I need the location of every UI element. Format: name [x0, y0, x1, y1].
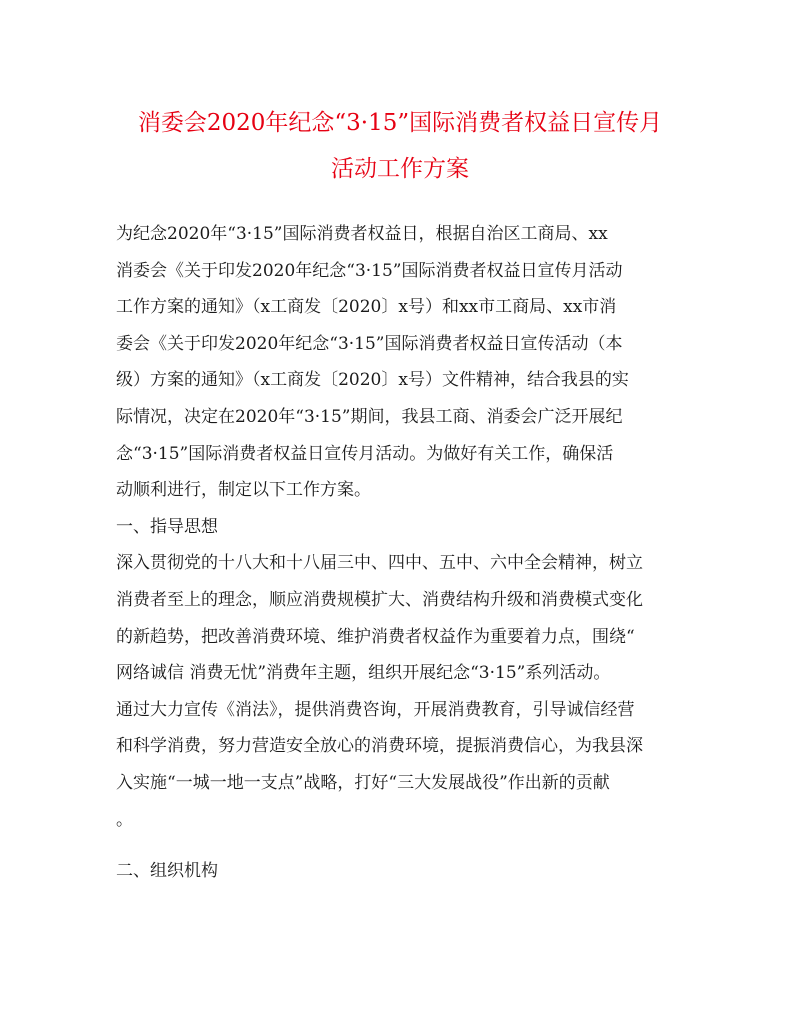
title-line: 消委会2020年纪念“3·15”国际消费者权益日宣传月: [137, 110, 663, 136]
text-line: 通过大力宣传《消法》，提供消费咨询，开展消费教育，引导诚信经营: [116, 699, 635, 720]
text-line: 念“3·15”国际消费者权益日宣传月活动。为做好有关工作，确保活: [116, 443, 614, 464]
text-line: 消费者至上的理念，顺应消费规模扩大、消费结构升级和消费模式变化: [116, 589, 643, 610]
text-line: 动顺利进行，制定以下工作方案。: [116, 480, 371, 501]
text-line: 委会《关于印发2020年纪念“3·15”国际消费者权益日宣传活动（本: [116, 333, 623, 354]
text-line: 际情况，决定在2020年“3·15”期间，我县工商、消委会广泛开展纪: [116, 406, 623, 427]
section-heading-organization: 二、组织机构: [116, 861, 218, 882]
paragraph-gap: [116, 838, 706, 853]
document-body: [116, 216, 706, 890]
document-title: [90, 100, 710, 192]
text-line: 级）方案的通知》（x工商发〔2020〕x号）文件精神，结合我县的实: [116, 370, 629, 391]
title-line: 活动工作方案: [331, 156, 469, 182]
text-line: 入实施“一城一地一支点”战略，打好“三大发展战役”作出新的贡献: [116, 772, 610, 793]
text-line: 消委会《关于印发2020年纪念“3·15”国际消费者权益日宣传月活动: [116, 260, 623, 281]
section-heading-guiding-ideology: 一、指导思想: [116, 516, 218, 537]
text-line: 为纪念2020年“3·15”国际消费者权益日，根据自治区工商局、xx: [116, 224, 608, 244]
text-line: 深入贯彻党的十八大和十八届三中、四中、五中、六中全会精神，树立: [116, 553, 643, 574]
text-line: 和科学消费，努力营造安全放心的消费环境，提振消费信心，为我县深: [116, 736, 643, 757]
text-line: 的新趋势，把改善消费环境、维护消费者权益作为重要着力点，围绕“: [116, 626, 635, 647]
text-line: 网络诚信 消费无忧”消费年主题，组织开展纪念“3·15”系列活动。: [116, 663, 611, 684]
guiding-ideology-paragraph: [116, 545, 706, 838]
text-line: 工作方案的通知》（x工商发〔2020〕x号）和xx市工商局、xx市消: [116, 297, 617, 318]
text-line: 。: [116, 809, 133, 830]
intro-paragraph: [116, 216, 706, 509]
